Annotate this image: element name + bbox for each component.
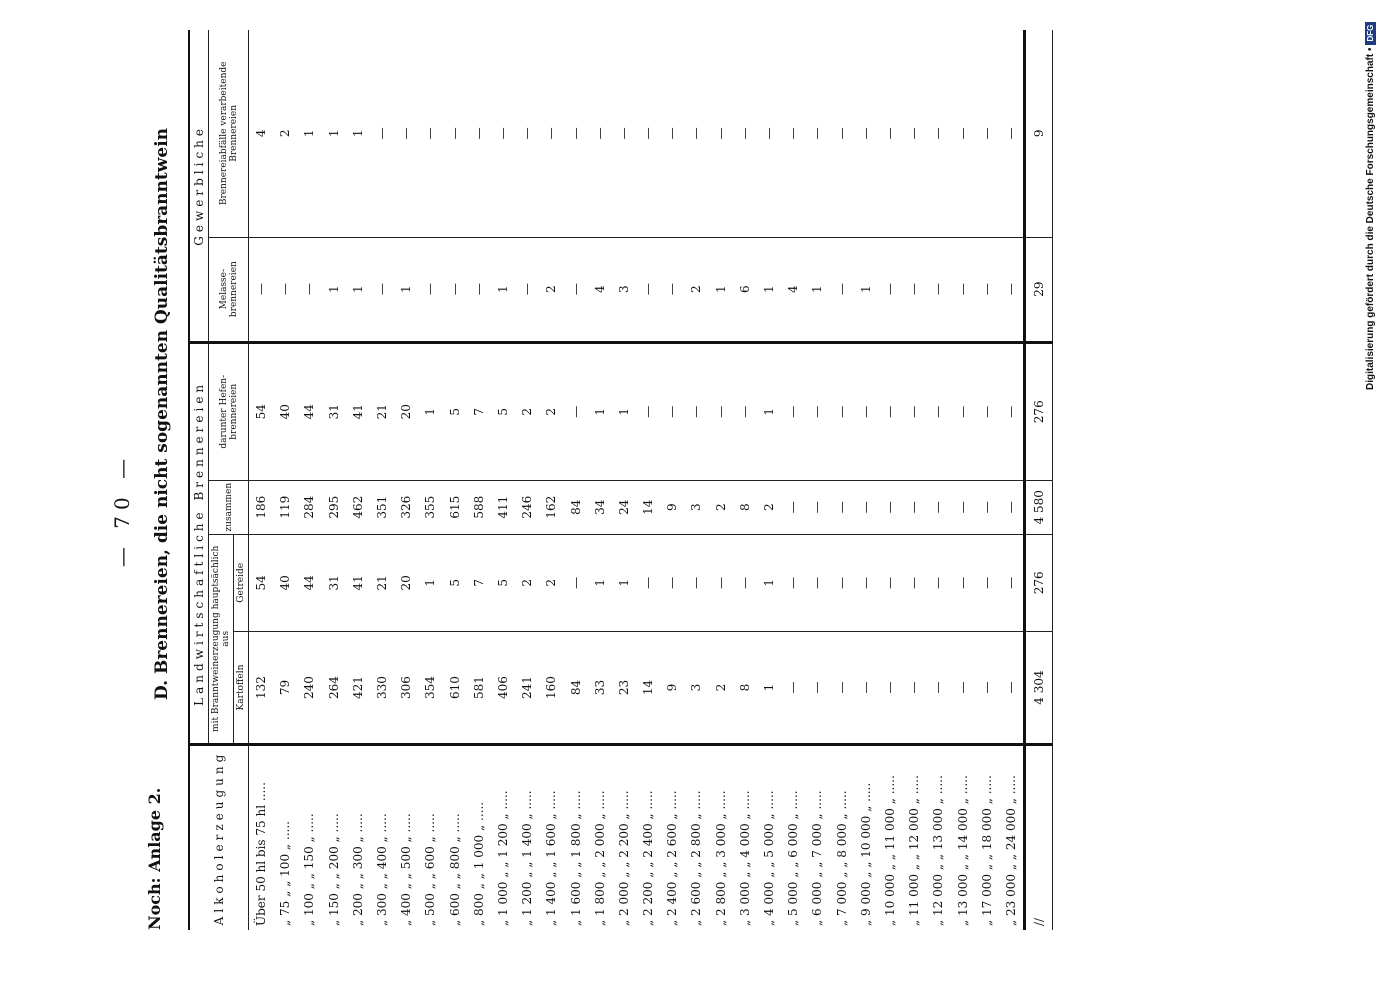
cell-hefe: — [975,342,999,480]
table-row [346,30,370,930]
cell-abfall: — [467,30,491,237]
cell-getreide: 1 [612,534,636,631]
cell-range: „ 5 000 „ „ 6 000 „ ..... [786,790,801,926]
cell-zusammen: 462 [346,480,370,534]
cell-zusammen: 9 [660,480,684,534]
cell-abfall: — [902,30,926,237]
cell-hefe: — [999,342,1025,480]
cell-melasse: — [273,237,297,342]
cell-zusammen: 588 [467,480,491,534]
table-row [515,30,539,930]
table-title: D. Brennereien, die nicht sogenannten Qualitätsbranntwein [152,127,172,700]
cell-getreide: — [950,534,974,631]
cell-abfall: — [878,30,902,237]
cell-abfall: — [781,30,805,237]
cell-abfall: 4 [249,30,274,237]
cell-hefe: — [781,342,805,480]
table-row [273,30,297,930]
cell-melasse: 2 [684,237,708,342]
cell-abfall: 1 [322,30,346,237]
header-getreide: Getreide [234,534,249,631]
cell-kartoffeln: 79 [273,632,297,745]
cell-range: „ 200 „ „ 300 „ ..... [350,813,365,926]
cell-kartoffeln: 3 [684,632,708,745]
total-zusammen: 4 580 [1025,480,1053,534]
cell-getreide: 7 [467,534,491,631]
cell-melasse: 4 [588,237,612,342]
cell-abfall: 2 [273,30,297,237]
cell-kartoffeln: 2 [709,632,733,745]
cell-hefe: 21 [370,342,394,480]
cell-getreide: — [902,534,926,631]
cell-zusammen: 615 [443,480,467,534]
cell-zusammen: — [926,480,950,534]
table-row [612,30,636,930]
cell-range: „ 2 400 „ „ 2 600 „ ..... [665,790,680,926]
cell-kartoffeln: 33 [588,632,612,745]
cell-abfall: — [563,30,587,237]
cell-getreide: 2 [515,534,539,631]
cell-zusammen: 284 [297,480,321,534]
cell-zusammen: 295 [322,480,346,534]
cell-getreide: — [709,534,733,631]
cell-abfall: — [975,30,999,237]
header-zusammen: zusammen [209,480,249,534]
table-row [757,30,781,930]
cell-getreide: — [854,534,878,631]
cell-zusammen: 411 [491,480,515,534]
cell-hefe: 1 [418,342,442,480]
cell-getreide: — [830,534,854,631]
header-alkohol: Alkoholerzeugung [189,745,249,931]
cell-melasse: 1 [757,237,781,342]
cell-zusammen: 162 [539,480,563,534]
cell-hefe: — [902,342,926,480]
cell-zusammen: 246 [515,480,539,534]
cell-range: „ 11 000 „ „ 12 000 „ ..... [907,775,922,926]
cell-kartoffeln: 306 [394,632,418,745]
cell-hefe: — [878,342,902,480]
cell-range: „ 1 000 „ „ 1 200 „ ..... [495,790,510,926]
cell-range: „ 800 „ „ 1 000 „ ..... [471,801,486,926]
cell-range: „ 150 „ „ 200 „ ..... [326,813,341,926]
table-row [830,30,854,930]
table-row [926,30,950,930]
cell-getreide: — [999,534,1025,631]
cell-range: „ 1 800 „ „ 2 000 „ ..... [592,790,607,926]
table-row [975,30,999,930]
cell-abfall: — [926,30,950,237]
cell-hefe: 5 [443,342,467,480]
header-abfall: Brennereiabfälle verarbeitende Brennereien [209,30,249,237]
cell-abfall: 1 [297,30,321,237]
cell-hefe: 1 [588,342,612,480]
total-label: // [1025,745,1053,931]
cell-getreide: 1 [418,534,442,631]
cell-zusammen: 2 [709,480,733,534]
cell-melasse: — [902,237,926,342]
cell-range: „ 1 600 „ „ 1 800 „ ..... [568,790,583,926]
cell-getreide: 5 [443,534,467,631]
cell-kartoffeln: 9 [660,632,684,745]
cell-getreide: 40 [273,534,297,631]
cell-hefe: — [926,342,950,480]
cell-range: „ 1 400 „ „ 1 600 „ ..... [544,790,559,926]
cell-range: „ 4 000 „ „ 5 000 „ ..... [762,790,777,926]
cell-abfall: — [491,30,515,237]
table-row [781,30,805,930]
cell-melasse: — [515,237,539,342]
table-row [443,30,467,930]
cell-kartoffeln: 160 [539,632,563,745]
cell-getreide: — [660,534,684,631]
cell-hefe: — [830,342,854,480]
cell-abfall: 1 [346,30,370,237]
cell-kartoffeln: — [830,632,854,745]
cell-abfall: — [950,30,974,237]
cell-zusammen: 8 [733,480,757,534]
table-row [394,30,418,930]
table-row [539,30,563,930]
cell-getreide: — [733,534,757,631]
cell-kartoffeln: — [854,632,878,745]
cell-zusammen: — [950,480,974,534]
cell-kartoffeln: 14 [636,632,660,745]
cell-getreide: — [878,534,902,631]
cell-abfall: — [805,30,829,237]
cell-hefe: — [950,342,974,480]
cell-range: „ 2 000 „ „ 2 200 „ ..... [616,790,631,926]
cell-getreide: — [636,534,660,631]
cell-range: „ 100 „ „ 150 „ ..... [302,813,317,926]
cell-abfall: — [370,30,394,237]
cell-getreide: 1 [588,534,612,631]
cell-melasse: — [660,237,684,342]
cell-melasse: 1 [346,237,370,342]
cell-melasse: — [926,237,950,342]
header-mit-branntwein: mit Branntweinerzeugung hauptsächlich aus [209,534,234,744]
cell-range: „ 3 000 „ „ 4 000 „ ..... [737,790,752,926]
cell-melasse: — [975,237,999,342]
cell-melasse: 1 [709,237,733,342]
total-row [1025,30,1053,930]
table-body [249,30,1025,930]
cell-hefe: 20 [394,342,418,480]
cell-getreide: — [926,534,950,631]
table-row [878,30,902,930]
cell-getreide: — [563,534,587,631]
cell-melasse: 3 [612,237,636,342]
cell-getreide: 2 [539,534,563,631]
table-row [636,30,660,930]
cell-kartoffeln: 241 [515,632,539,745]
cell-zusammen: — [902,480,926,534]
cell-hefe: 54 [249,342,274,480]
cell-melasse: — [830,237,854,342]
cell-hefe: — [733,342,757,480]
cell-abfall: — [515,30,539,237]
cell-hefe: 2 [539,342,563,480]
cell-hefe: 2 [515,342,539,480]
cell-range: Über 50 hl bis 75 hl ..... [254,782,269,926]
cell-range: „ 9 000 „ „ 10 000 „ ..... [858,782,873,926]
cell-getreide: 5 [491,534,515,631]
cell-hefe: — [684,342,708,480]
cell-kartoffeln: — [781,632,805,745]
cell-kartoffeln: — [805,632,829,745]
cell-abfall: — [684,30,708,237]
cell-zusammen: 186 [249,480,274,534]
cell-getreide: — [805,534,829,631]
table-row [709,30,733,930]
cell-range: „ 13 000 „ „ 14 000 „ ..... [955,775,970,926]
digitization-text: Digitalisierung gefördert durch die Deutsche Forschungsgemeinschaft • [1364,47,1376,390]
cell-melasse: 4 [781,237,805,342]
cell-kartoffeln: 330 [370,632,394,745]
rotated-page [110,30,1350,930]
table-row [370,30,394,930]
cell-melasse: — [950,237,974,342]
cell-getreide: 31 [322,534,346,631]
cell-abfall: — [660,30,684,237]
cell-range: „ 6 000 „ „ 7 000 „ ..... [810,790,825,926]
cell-hefe: — [805,342,829,480]
cell-range: „ 300 „ „ 400 „ ..... [375,813,390,926]
cell-kartoffeln: — [926,632,950,745]
cell-zusammen: — [830,480,854,534]
cell-melasse: — [467,237,491,342]
cell-hefe: — [660,342,684,480]
total-kartoffeln: 4 304 [1025,632,1053,745]
cell-kartoffeln: — [975,632,999,745]
cell-kartoffeln: 240 [297,632,321,745]
cell-kartoffeln: 8 [733,632,757,745]
cell-range: „ 10 000 „ „ 11 000 „ ..... [882,775,897,926]
cell-melasse: — [636,237,660,342]
cell-getreide: 41 [346,534,370,631]
cell-hefe: — [636,342,660,480]
cell-kartoffeln: 264 [322,632,346,745]
table-row [322,30,346,930]
cell-range: „ 7 000 „ „ 8 000 „ ..... [834,790,849,926]
total-getreide: 276 [1025,534,1053,631]
cell-melasse: 6 [733,237,757,342]
cell-abfall: — [539,30,563,237]
cell-range: „ 2 800 „ „ 3 000 „ ..... [713,790,728,926]
cell-getreide: 1 [757,534,781,631]
cell-getreide: — [975,534,999,631]
total-abfall: 9 [1025,30,1053,237]
cell-range: „ 17 000 „ „ 18 000 „ ..... [979,775,994,926]
cell-abfall: — [830,30,854,237]
cell-range: „ 1 200 „ „ 1 400 „ ..... [520,790,535,926]
cell-hefe: — [854,342,878,480]
cell-hefe: 41 [346,342,370,480]
cell-zusammen: 24 [612,480,636,534]
cell-kartoffeln: — [878,632,902,745]
table-row [563,30,587,930]
cell-melasse: 1 [322,237,346,342]
cell-getreide: 54 [249,534,274,631]
cell-melasse: — [297,237,321,342]
cell-abfall: — [854,30,878,237]
cell-hefe: 1 [757,342,781,480]
cell-melasse: — [563,237,587,342]
cell-range: „ 23 000 „ „ 24 000 „ ..... [1003,775,1018,926]
cell-zusammen: — [854,480,878,534]
cell-hefe: 31 [322,342,346,480]
cell-abfall: — [394,30,418,237]
cell-zusammen: 34 [588,480,612,534]
table-row [684,30,708,930]
cell-zusammen: — [805,480,829,534]
cell-hefe: 5 [491,342,515,480]
cell-getreide: — [781,534,805,631]
cell-abfall: — [588,30,612,237]
cell-kartoffeln: 581 [467,632,491,745]
table-row [297,30,321,930]
header-kartoffeln: Kartoffeln [234,632,249,745]
cell-range: „ 2 600 „ „ 2 800 „ ..... [689,790,704,926]
statistics-table [188,30,1053,930]
cell-melasse: — [418,237,442,342]
cell-abfall: — [443,30,467,237]
cell-zusammen: 351 [370,480,394,534]
cell-kartoffeln: 421 [346,632,370,745]
cell-zusammen: 355 [418,480,442,534]
cell-kartoffeln: — [902,632,926,745]
table-row [950,30,974,930]
cell-abfall: — [418,30,442,237]
header-hefe: darunter Hefen- brennereien [209,342,249,480]
cell-zusammen: — [975,480,999,534]
cell-melasse: 1 [394,237,418,342]
cell-getreide: 20 [394,534,418,631]
header-melasse: Melasse- brennereien [209,237,249,342]
cell-hefe: 7 [467,342,491,480]
table-row [902,30,926,930]
header-landwirtschaftlich: Landwirtschaftliche Brennereien [189,342,209,744]
total-hefe: 276 [1025,342,1053,480]
annex-label: Noch: Anlage 2. [145,787,164,930]
cell-abfall: — [636,30,660,237]
table-row [999,30,1025,930]
cell-abfall: — [709,30,733,237]
cell-melasse: 2 [539,237,563,342]
cell-melasse: — [370,237,394,342]
cell-kartoffeln: 406 [491,632,515,745]
cell-getreide: — [684,534,708,631]
cell-zusammen: — [999,480,1025,534]
digitization-note [1352,10,1383,390]
table-row [249,30,274,930]
table-row [854,30,878,930]
header-gewerbliche: Gewerbliche [189,30,209,342]
cell-zusammen: 84 [563,480,587,534]
cell-abfall: — [999,30,1025,237]
cell-hefe: — [709,342,733,480]
cell-hefe: 1 [612,342,636,480]
cell-kartoffeln: 23 [612,632,636,745]
cell-hefe: — [563,342,587,480]
table-row [733,30,757,930]
cell-zusammen: — [878,480,902,534]
table-row [588,30,612,930]
table-row [467,30,491,930]
cell-zusammen: 14 [636,480,660,534]
cell-abfall: — [757,30,781,237]
cell-range: „ 75 „ „ 100 „ ..... [278,821,293,926]
cell-melasse: — [443,237,467,342]
cell-abfall: — [733,30,757,237]
cell-melasse: — [878,237,902,342]
total-melasse: 29 [1025,237,1053,342]
cell-range: „ 600 „ „ 800 „ ..... [447,813,462,926]
cell-zusammen: 326 [394,480,418,534]
cell-hefe: 40 [273,342,297,480]
cell-zusammen: — [781,480,805,534]
cell-range: „ 12 000 „ „ 13 000 „ ..... [931,775,946,926]
cell-kartoffeln: — [950,632,974,745]
table-row [805,30,829,930]
table-row [660,30,684,930]
table-row [491,30,515,930]
cell-zusammen: 119 [273,480,297,534]
cell-melasse: — [249,237,274,342]
page-number: — 70 — [110,452,134,568]
cell-zusammen: 2 [757,480,781,534]
cell-range: „ 400 „ „ 500 „ ..... [399,813,414,926]
cell-melasse: 1 [805,237,829,342]
cell-melasse: 1 [491,237,515,342]
cell-kartoffeln: 132 [249,632,274,745]
table-row [418,30,442,930]
dfg-logo: DFG [1365,22,1376,45]
cell-hefe: 44 [297,342,321,480]
cell-getreide: 44 [297,534,321,631]
cell-kartoffeln: 610 [443,632,467,745]
cell-range: „ 500 „ „ 600 „ ..... [423,813,438,926]
cell-range: „ 2 200 „ „ 2 400 „ ..... [641,790,656,926]
cell-abfall: — [612,30,636,237]
cell-kartoffeln: 354 [418,632,442,745]
cell-melasse: — [999,237,1025,342]
cell-melasse: 1 [854,237,878,342]
cell-zusammen: 3 [684,480,708,534]
cell-kartoffeln: 84 [563,632,587,745]
cell-kartoffeln: 1 [757,632,781,745]
cell-getreide: 21 [370,534,394,631]
cell-kartoffeln: — [999,632,1025,745]
